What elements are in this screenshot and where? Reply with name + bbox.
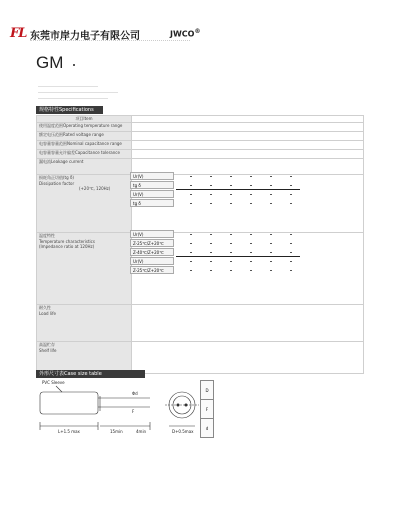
spec-label: 使用温度范围Operating temperature range [37, 123, 132, 132]
company-logo: FL [10, 26, 27, 41]
brand-text: JWCO [170, 29, 195, 39]
case-size-cell: D [201, 381, 214, 400]
temp-cell: Z-25℃/Z+20℃ [130, 239, 174, 247]
load-label-cn: 耐久性 [39, 305, 51, 310]
dim-length: L+1.5 max [58, 429, 80, 434]
dim-diameter: D+0.5max [172, 429, 194, 434]
temp-label-en-2: (Impedance ratio at 120Hz) [39, 244, 95, 249]
case-size-row [201, 400, 214, 419]
series-title: GM [36, 53, 64, 72]
dim-lead-min: 15min [110, 429, 123, 434]
load-label-en: Load life [39, 311, 56, 316]
df-cell: tg δ [130, 199, 174, 207]
temp-label-en: Temperature characteristics [39, 239, 95, 244]
df-cell: tg δ [130, 181, 174, 189]
shelf-label-cn: 高温贮存 [39, 342, 55, 347]
dim-f: F [132, 409, 135, 414]
case-size-table [200, 380, 214, 438]
df-condition: (+20℃, 120Hz) [79, 186, 111, 191]
case-size-cell: d [201, 419, 214, 438]
dim-lead-min-2: 4min [136, 429, 147, 434]
specifications-bar: 规格特性Specifications [36, 106, 103, 114]
dim-phi-d: Φd [132, 391, 138, 396]
df-label-cn: 损耗角正切值(tg δ) [39, 175, 74, 180]
temp-cell: Z-25℃/Z+20℃ [130, 266, 174, 274]
case-size-cell: F [201, 400, 214, 419]
temp-cell: Z-40℃/Z+20℃ [130, 248, 174, 256]
spec-label: 漏电流Leakage current [37, 159, 132, 175]
temp-cell: Ur(V) [130, 257, 174, 265]
spec-label: 电容量容量范围Nominal capacitance range [37, 141, 132, 150]
temp-label-cn: 温度特性 [39, 233, 55, 238]
spec-label: 电容量容量允许偏差Capacitance tolerance [37, 150, 132, 159]
spec-label: 额定电压范围Rated voltage range [37, 132, 132, 141]
case-size-row [201, 381, 214, 400]
case-size-bar: 外形尺寸表Case size table [36, 370, 145, 378]
case-size-row [201, 419, 214, 438]
df-label-en: Dissipation factor [39, 181, 75, 186]
df-cell: Ur(V) [130, 190, 174, 198]
df-cell: Ur(V) [130, 172, 174, 180]
registered-mark: ® [194, 28, 201, 35]
sleeve-label: PVC Sleeve [42, 380, 65, 385]
shelf-label-en: Shelf life [39, 348, 57, 353]
company-name: 东莞市岸力电子有限公司 [30, 31, 140, 42]
temp-cell: Ur(V) [130, 230, 174, 238]
item-header: 项目Item [37, 116, 132, 123]
